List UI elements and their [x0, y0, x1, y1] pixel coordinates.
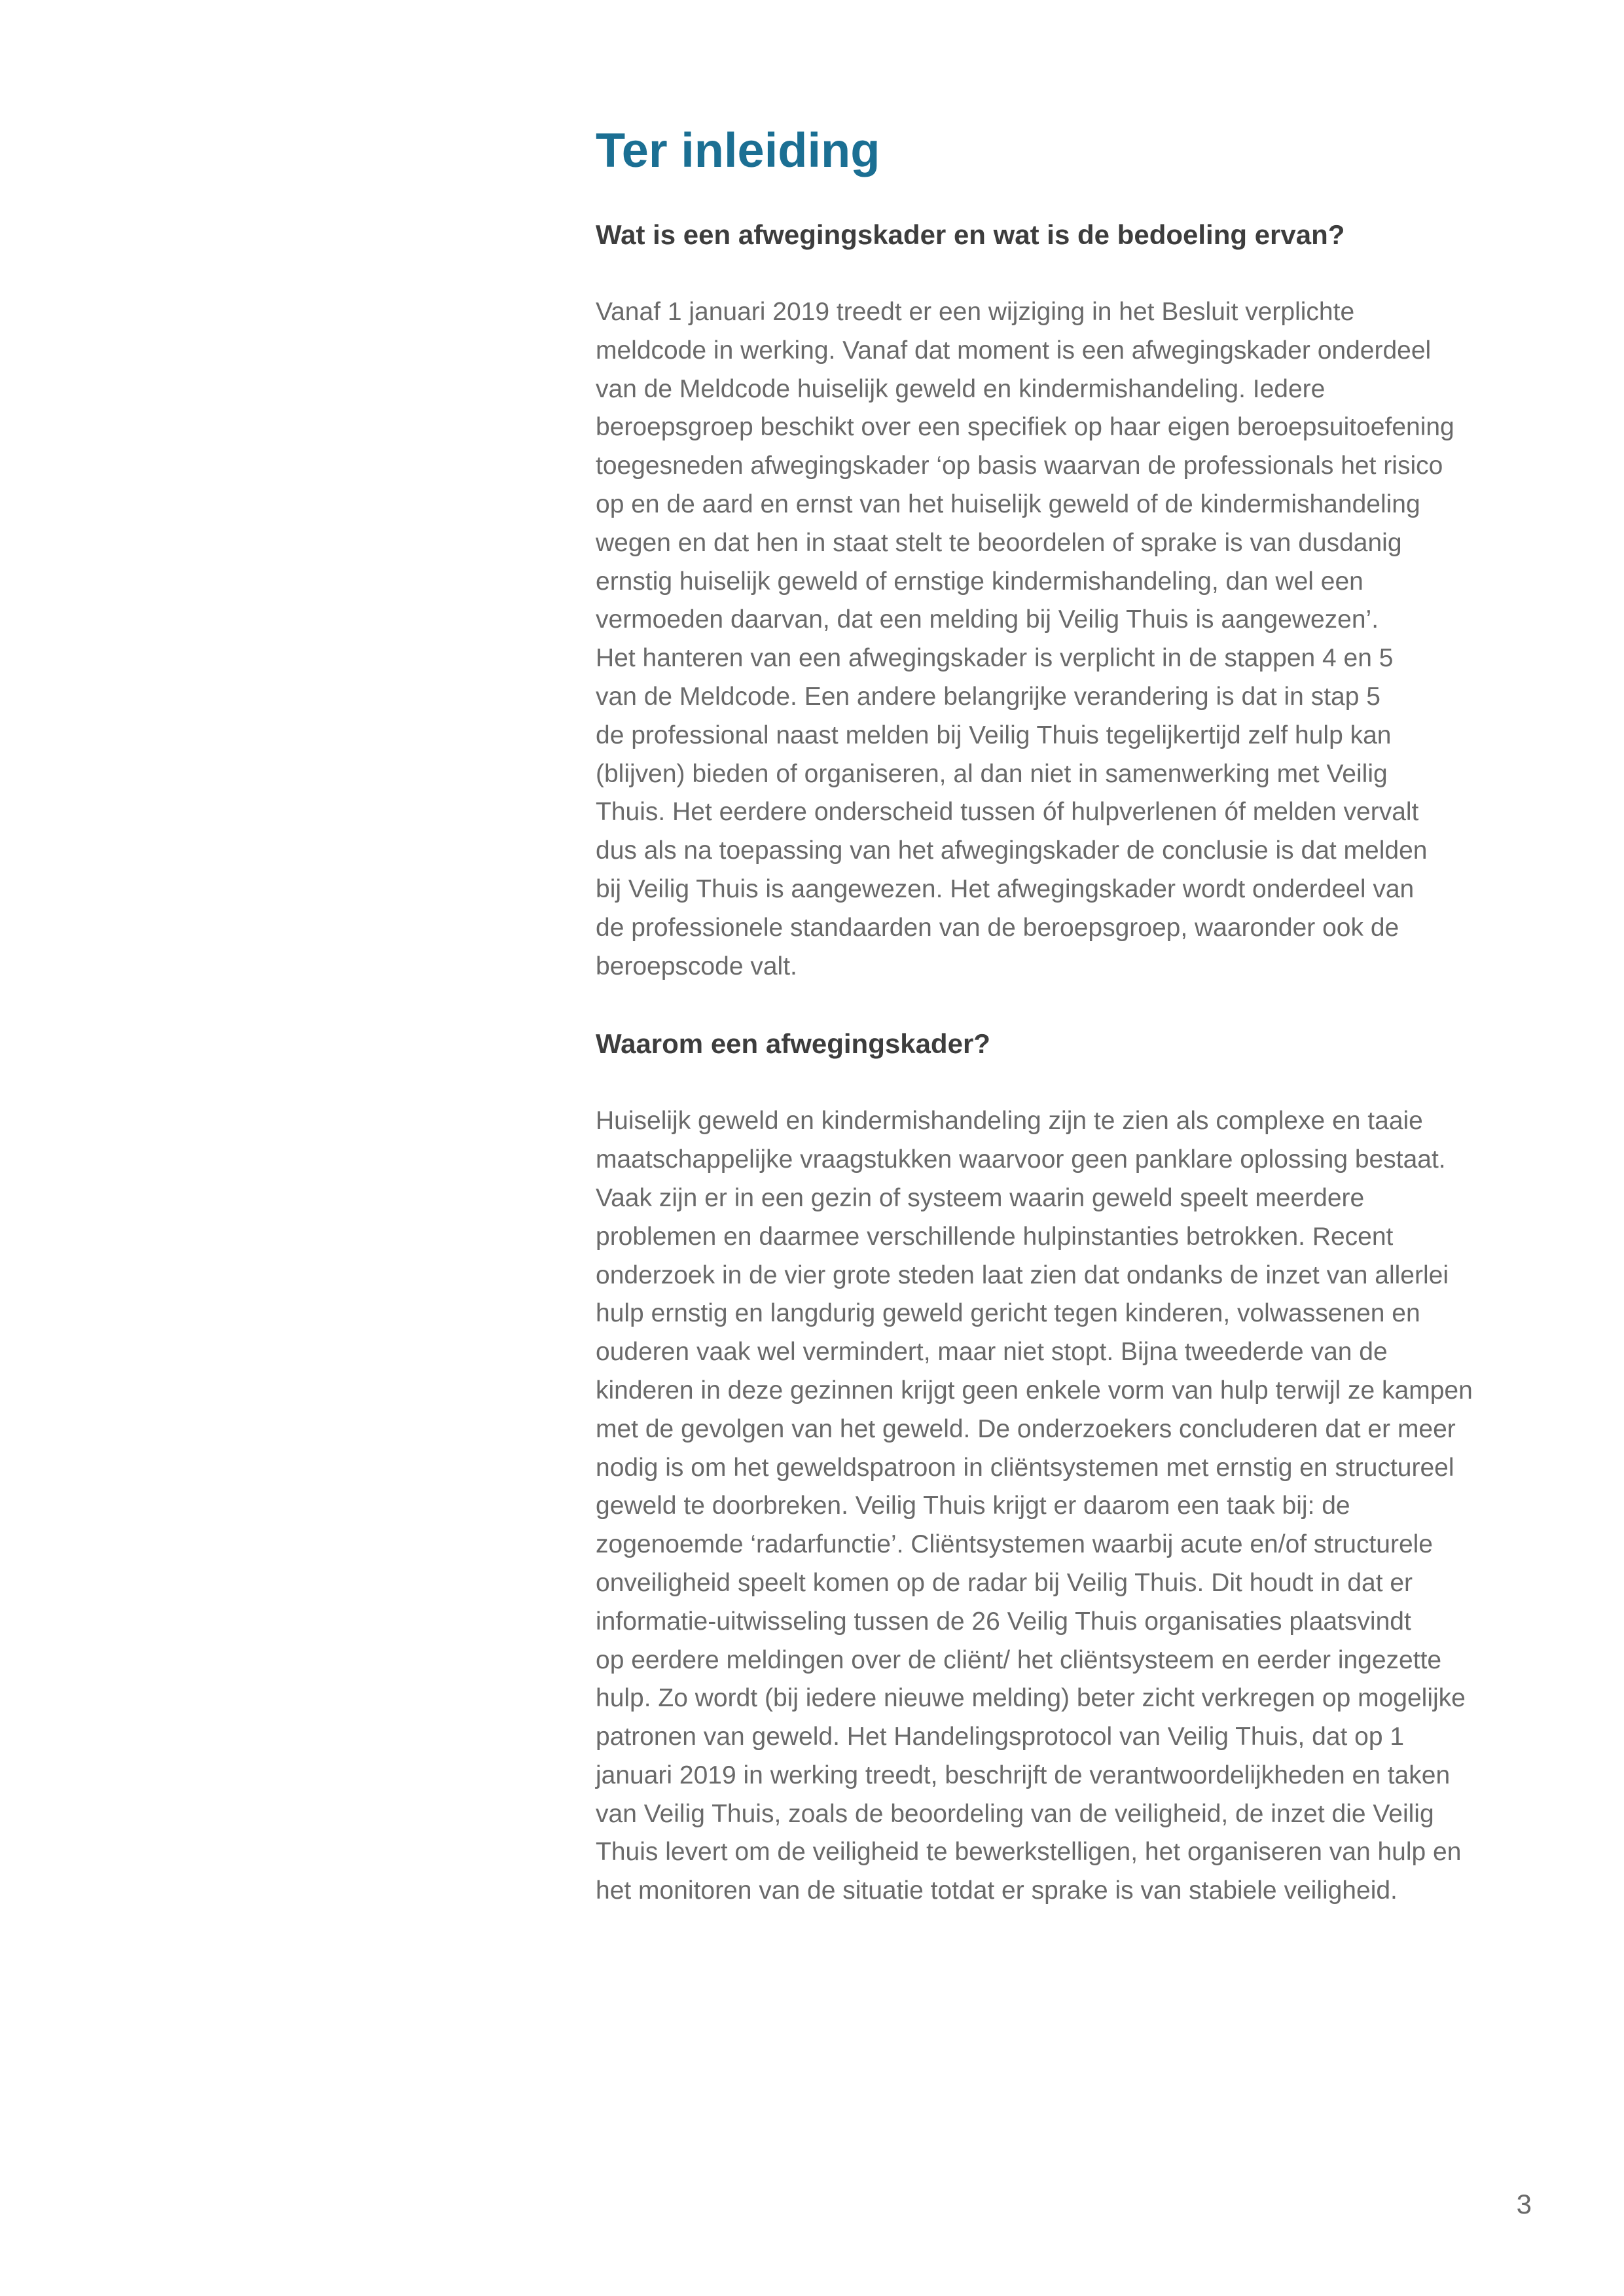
paragraph-line: beroepsgroep beschikt over een specifiek op haar eigen beroepsuitoefening — [596, 413, 1454, 442]
section-paragraph-waarom — [596, 1102, 1532, 1910]
paragraph-line: problemen en daarmee verschillende hulpinstanties betrokken. Recent — [596, 1222, 1394, 1251]
page-title: Ter inleiding — [596, 123, 880, 177]
paragraph-line: het monitoren van de situatie totdat er sprake is van stabiele veiligheid. — [596, 1876, 1398, 1905]
paragraph-line: toegesneden afwegingskader ‘op basis waarvan de professionals het risico — [596, 452, 1443, 480]
paragraph-line: Huiselijk geweld en kindermishandeling zijn te zien als complexe en taaie — [596, 1107, 1423, 1136]
section-heading-waarom-afwegingskader: Waarom een afwegingskader? — [596, 1028, 990, 1060]
paragraph-line: de professional naast melden bij Veilig Thuis tegelijkertijd zelf hulp kan — [596, 721, 1392, 749]
paragraph-line: van Veilig Thuis, zoals de beoordeling van de veiligheid, de inzet die Veilig — [596, 1799, 1434, 1828]
paragraph-line: Vanaf 1 januari 2019 treedt er een wijziging in het Besluit verplichte — [596, 298, 1355, 326]
paragraph-line: zogenoemde ‘radarfunctie’. Cliëntsystemen waarbij acute en/of structurele — [596, 1530, 1434, 1559]
paragraph-line: wegen en dat hen in staat stelt te beoordelen of sprake is van dusdanig — [596, 528, 1402, 557]
paragraph-line: met de gevolgen van het geweld. De onderzoekers concluderen dat er meer — [596, 1414, 1456, 1443]
paragraph-line: ernstig huiselijk geweld of ernstige kindermishandeling, dan wel een — [596, 567, 1363, 596]
paragraph-line: dus als na toepassing van het afwegingskader de conclusie is dat melden — [596, 836, 1428, 865]
paragraph-line: ouderen vaak wel vermindert, maar niet stopt. Bijna tweederde van de — [596, 1338, 1388, 1367]
paragraph-line: beroepscode valt. — [596, 952, 797, 980]
paragraph-line: de professionele standaarden van de beroepsgroep, waaronder ook de — [596, 913, 1399, 942]
paragraph-line: Thuis. Het eerdere onderscheid tussen óf hulpverlenen óf melden vervalt — [596, 798, 1419, 827]
paragraph-line: januari 2019 in werking treedt, beschrijft de verantwoordelijkheden en taken — [596, 1761, 1451, 1789]
paragraph-line: maatschappelijke vraagstukken waarvoor geen panklare oplossing bestaat. — [596, 1145, 1446, 1174]
paragraph-line: (blijven) bieden of organiseren, al dan niet in samenwerking met Veilig — [596, 759, 1388, 788]
paragraph-line: hulp ernstig en langdurig geweld gericht tegen kinderen, volwassenen en — [596, 1299, 1420, 1328]
paragraph-line: op eerdere meldingen over de cliënt/ het cliëntsysteem en eerder ingezette — [596, 1645, 1442, 1674]
paragraph-line: hulp. Zo wordt (bij iedere nieuwe melding) beter zicht verkregen op mogelijke — [596, 1684, 1466, 1713]
paragraph-line: geweld te doorbreken. Veilig Thuis krijgt er daarom een taak bij: de — [596, 1492, 1350, 1520]
paragraph-line: kinderen in deze gezinnen krijgt geen enkele vorm van hulp terwijl ze kampen — [596, 1376, 1473, 1405]
section-paragraph-bedoeling — [596, 293, 1532, 986]
paragraph-line: Vaak zijn er in een gezin of systeem waarin geweld speelt meerdere — [596, 1183, 1365, 1212]
paragraph-line: onderzoek in de vier grote steden laat zien dat ondanks de inzet van allerlei — [596, 1261, 1449, 1289]
section-heading-afwegingskader-bedoeling: Wat is een afwegingskader en wat is de bedoeling ervan? — [596, 219, 1345, 250]
paragraph-line: bij Veilig Thuis is aangewezen. Het afwegingskader wordt onderdeel van — [596, 874, 1415, 903]
paragraph-line: nodig is om het geweldspatroon in cliëntsystemen met ernstig en structureel — [596, 1453, 1454, 1482]
paragraph-line: Thuis levert om de veiligheid te bewerkstelligen, het organiseren van hulp en — [596, 1838, 1462, 1867]
paragraph-line: Het hanteren van een afwegingskader is verplicht in de stappen 4 en 5 — [596, 644, 1394, 673]
page-number: 3 — [1516, 2189, 1532, 2219]
paragraph-line: patronen van geweld. Het Handelingsprotocol van Veilig Thuis, dat op 1 — [596, 1723, 1405, 1751]
paragraph-line: informatie-uitwisseling tussen de 26 Veilig Thuis organisaties plaatsvindt — [596, 1607, 1411, 1636]
paragraph-line: onveiligheid speelt komen op de radar bij Veilig Thuis. Dit houdt in dat er — [596, 1568, 1413, 1597]
paragraph-line: vermoeden daarvan, dat een melding bij Veilig Thuis is aangewezen’. — [596, 605, 1379, 634]
paragraph-line: van de Meldcode. Een andere belangrijke verandering is dat in stap 5 — [596, 682, 1380, 711]
paragraph-line: meldcode in werking. Vanaf dat moment is een afwegingskader onderdeel — [596, 336, 1432, 365]
paragraph-line: van de Meldcode huiselijk geweld en kindermishandeling. Iedere — [596, 374, 1326, 403]
paragraph-line: op en de aard en ernst van het huiselijk geweld of de kindermishandeling — [596, 490, 1420, 518]
page-content — [596, 118, 1532, 1910]
